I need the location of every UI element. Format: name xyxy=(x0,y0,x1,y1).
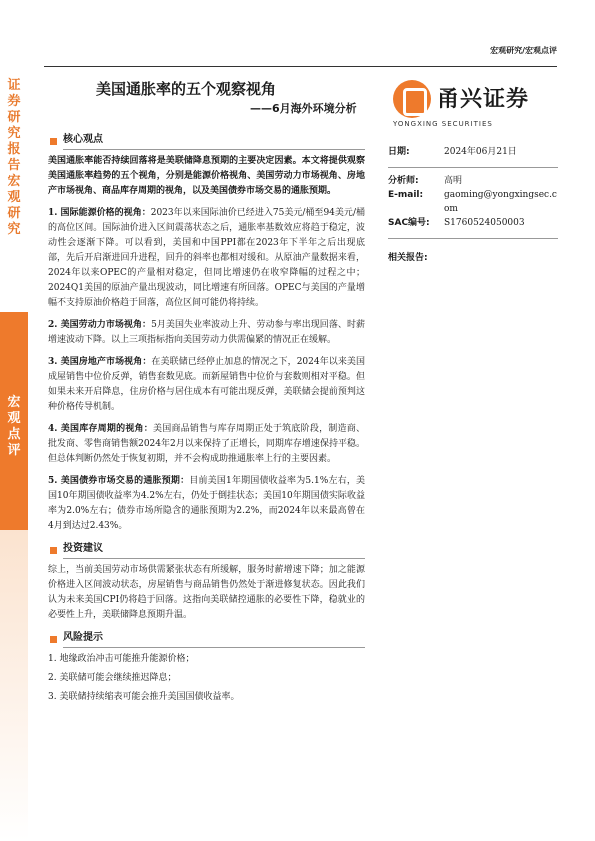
meta-value: 高明 xyxy=(444,176,463,186)
square-bullet-icon xyxy=(50,636,57,643)
section-core-heading xyxy=(48,132,365,150)
core-item-label: 5. 美国债券市场交易的通胀预期： xyxy=(48,476,190,486)
company-logo xyxy=(393,80,553,126)
core-item-text: 2023年以来国际油价已经进入75美元/桶至94美元/桶的高位区间。国际油价进入区间震荡状态之后，通胀率基数效应将趋于稳定，波动性会逐渐下降。可以看到，美国和中国PPI都在2023年下半年之后出现底部，先后开启渐进回升进程，回升的斜率也都相对缓和。从原油产量数据来看，2024年以来OPEC的产量相对稳定，但同比增速仍在收窄降幅的过程之中；2024Q1美国的原油产量出现波动，同比增速有所回落。OPEC与美国的产量增幅不支持原油价格趋于回落，高位区间可能仍将持续。 xyxy=(48,208,366,308)
email-link[interactable]: gaoming@yongxingsec.com xyxy=(444,190,557,214)
top-divider xyxy=(44,66,557,67)
core-item-text: 在美联储已经停止加息的情况之下，2024年以来美国成屋销售中位价反弹，销售套数见底。而新屋销售中位价与套数则相对平稳。但如果未来开启降息，住房价格与居住成本有可能出现反弹，美联储会提前预判这种价格传导机制。 xyxy=(48,357,366,412)
core-item-3 xyxy=(48,355,365,415)
core-item-2 xyxy=(48,318,365,348)
section-advice-heading xyxy=(48,541,365,559)
sidebar-mid-label: 宏观点评 xyxy=(7,395,21,458)
meta-label: 分析师: xyxy=(388,176,419,186)
core-intro: 美国通胀率能否持续回落将是美联储降息预期的主要决定因素。本文将提供观察美国通胀率趋势的五个视角，分别是能源价格视角、美国劳动力市场视角、房地产市场视角、商品库存周期的视角，以及美国债券市场交易的通胀预期。 xyxy=(48,156,365,196)
core-item-text: 目前美国1年期国债收益率为5.1%左右，美国10年期国债收益率为4.2%左右，仍处于倒挂状态；美国10年期国债实际收益率为2.0%左右；债券市场所隐含的通胀预期为2.2%，而2024年以来最高曾在4月到达过2.43%。 xyxy=(48,476,366,531)
square-bullet-icon xyxy=(50,138,57,145)
core-item-text: 5月美国失业率波动上升、劳动参与率出现回落、时薪增速波动下降。以上三项指标指向美国劳动力供需偏紧的情况正在缓解。 xyxy=(48,320,365,345)
meta-label: 日期: xyxy=(388,147,410,157)
meta-divider xyxy=(388,238,558,239)
meta-panel xyxy=(388,145,558,265)
sidebar-fade xyxy=(0,530,28,841)
advice-text: 综上，当前美国劳动市场供需紧张状态有所缓解，服务时薪增速下降；加之能源价格进入区间波动状态，房屋销售与商品销售仍然处于渐进修复状态。因此我们认为未来美国CPI仍将趋于回落。这指向美联储控通胀的必要性下降，稳就业的必要性上升，美联储降息预期升温。 xyxy=(48,565,365,620)
core-item-label: 1. 国际能源价格的视角： xyxy=(48,208,151,218)
meta-divider xyxy=(388,167,558,168)
risk-item: 3. 美联储持续缩表可能会推升美国国债收益率。 xyxy=(48,692,240,702)
sidebar xyxy=(0,0,28,841)
core-item-5 xyxy=(48,474,365,534)
core-item-text: 美国商品销售与库存周期正处于筑底阶段，制造商、批发商、零售商销售额2024年2月以来保持了正增长，同期库存增速保持平稳。但总体判断仍然处于恢复初期，并不会构成助推通胀率上行的主要因素。 xyxy=(48,424,365,464)
section-risk-heading xyxy=(48,630,365,648)
report-category: 宏观研究/宏观点评 xyxy=(490,46,557,55)
related-reports-label: 相关报告: xyxy=(388,253,428,263)
logo-icon xyxy=(393,80,431,118)
risk-item: 1. 地缘政治冲击可能推升能源价格； xyxy=(48,654,195,664)
meta-value: 2024年06月21日 xyxy=(444,147,517,157)
risk-item: 2. 美联储可能会继续推迟降息； xyxy=(48,673,177,683)
core-item-4 xyxy=(48,422,365,467)
main-content xyxy=(48,132,365,709)
logo-name-en: YONGXING SECURITIES xyxy=(393,120,493,128)
meta-label: SAC编号: xyxy=(388,218,430,228)
section-title: 核心观点 xyxy=(63,132,365,150)
meta-sac-row xyxy=(388,216,558,230)
square-bullet-icon xyxy=(50,547,57,554)
core-item-label: 2. 美国劳动力市场视角： xyxy=(48,320,152,330)
meta-analyst-row xyxy=(388,174,558,188)
meta-label: E-mail: xyxy=(388,190,424,200)
page-title: 美国通胀率的五个观察视角 xyxy=(96,80,277,98)
meta-date-row xyxy=(388,145,558,159)
page-subtitle: ——6月海外环境分析 xyxy=(250,102,357,115)
core-item-label: 3. 美国房地产市场视角： xyxy=(48,357,152,367)
meta-value: S1760524050003 xyxy=(444,218,525,228)
core-item-1 xyxy=(48,206,365,311)
core-item-label: 4. 美国库存周期的视角： xyxy=(48,424,154,434)
logo-name-cn: 甬兴证券 xyxy=(437,87,530,112)
section-title: 投资建议 xyxy=(63,541,365,559)
meta-email-row xyxy=(388,188,558,216)
section-title: 风险提示 xyxy=(63,630,365,648)
sidebar-top-label: 证券研究报告 宏观研究 xyxy=(7,78,21,237)
